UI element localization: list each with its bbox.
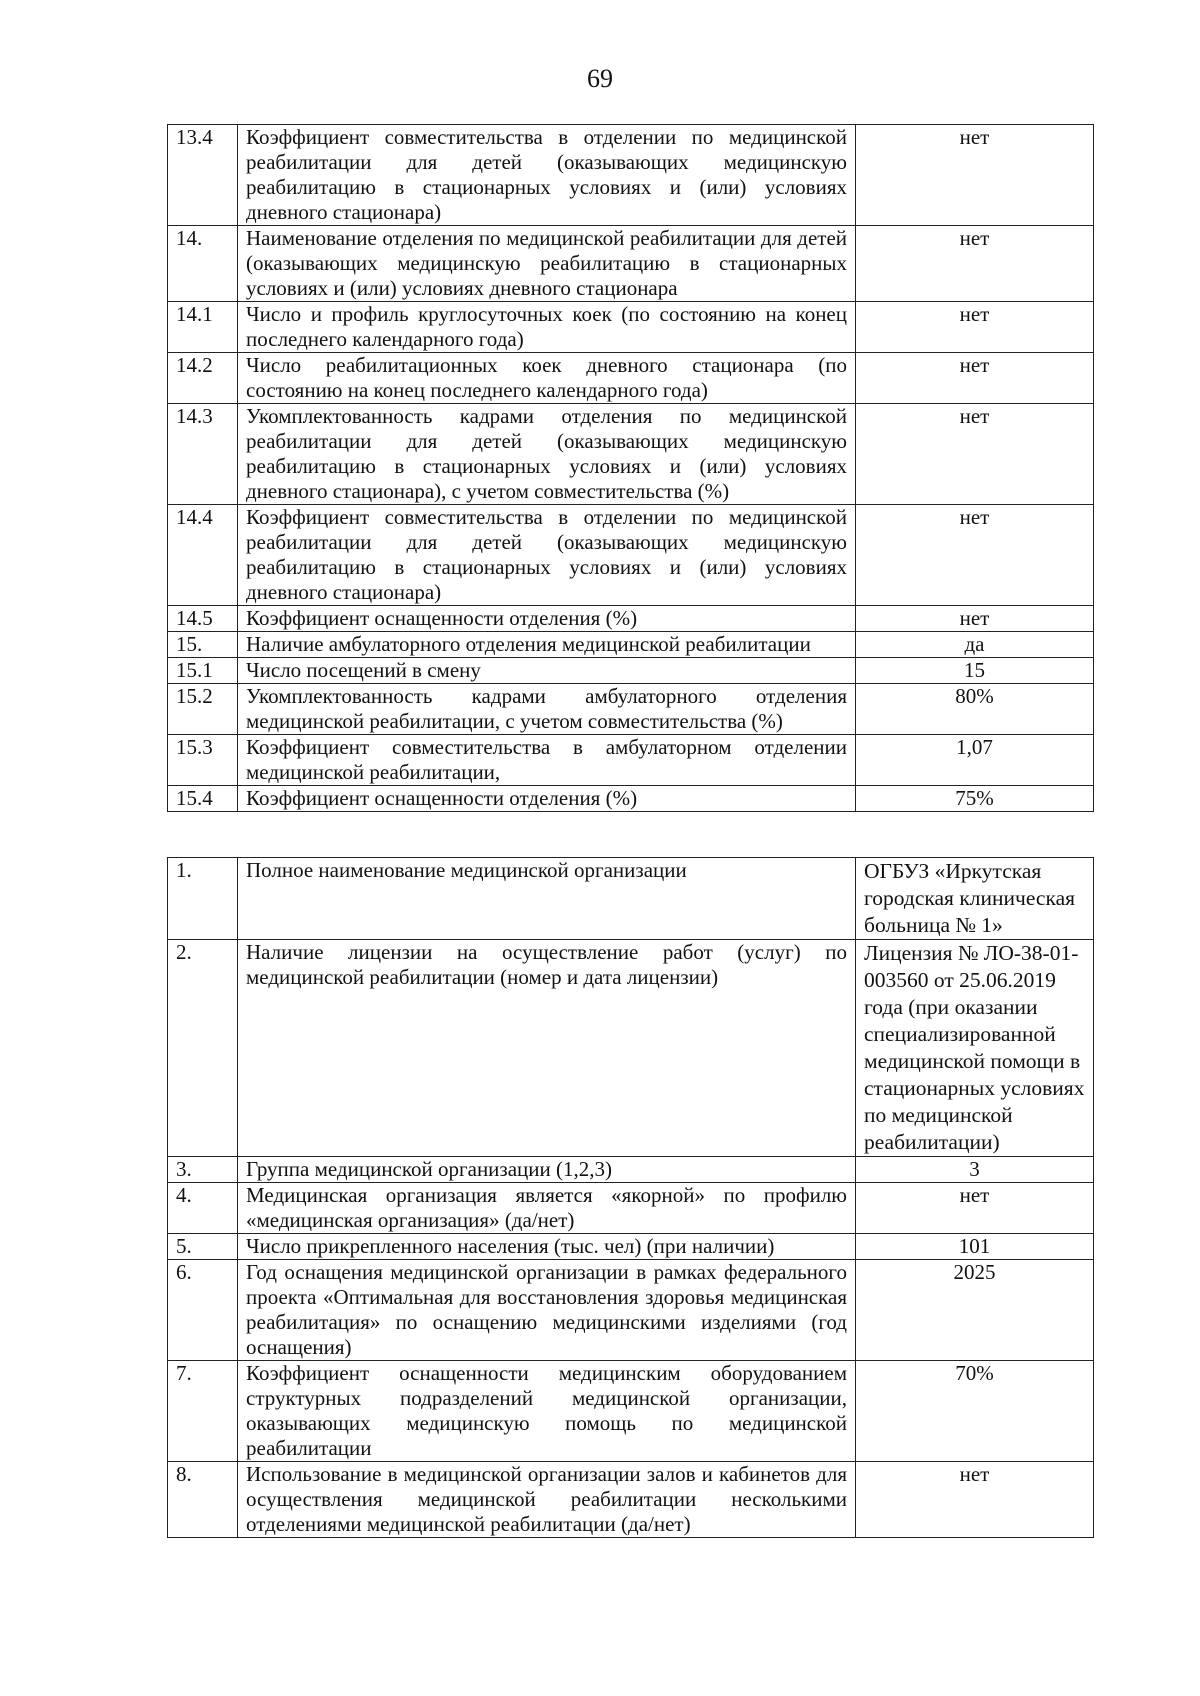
- row-number: 15.3: [168, 735, 238, 786]
- row-description: Коэффициент оснащенности отделения (%): [238, 786, 856, 812]
- row-value: нет: [856, 1462, 1094, 1538]
- row-value: нет: [856, 1183, 1094, 1234]
- table-row: [168, 505, 1094, 606]
- row-value: 80%: [856, 684, 1094, 735]
- row-number: 4.: [168, 1183, 238, 1234]
- row-description: Число реабилитационных коек дневного стационара (по состоянию на конец последнего календарного года): [238, 353, 856, 404]
- row-number: 15.4: [168, 786, 238, 812]
- row-number: 15.2: [168, 684, 238, 735]
- row-number: 14.2: [168, 353, 238, 404]
- row-description: Число посещений в смену: [238, 658, 856, 684]
- page-number: 69: [587, 64, 613, 93]
- table-row: [168, 632, 1094, 658]
- row-value: 75%: [856, 786, 1094, 812]
- table-row: [168, 1183, 1094, 1234]
- table-row: [168, 404, 1094, 505]
- row-number: 14.5: [168, 606, 238, 632]
- table-row: [168, 1157, 1094, 1183]
- row-description: Число и профиль круглосуточных коек (по состоянию на конец последнего календарного года): [238, 302, 856, 353]
- rehab-departments-table: [167, 124, 1094, 812]
- row-value: да: [856, 632, 1094, 658]
- row-value: 101: [856, 1234, 1094, 1260]
- row-value: нет: [856, 505, 1094, 606]
- row-number: 14.4: [168, 505, 238, 606]
- table-row: [168, 786, 1094, 812]
- row-number: 15.: [168, 632, 238, 658]
- row-value: 15: [856, 658, 1094, 684]
- row-description: Наименование отделения по медицинской реабилитации для детей (оказывающих медицинскую реабилитацию в стационарных условиях и (или) условиях дневного стационара: [238, 226, 856, 302]
- row-value: 1,07: [856, 735, 1094, 786]
- organization-info-table: [167, 857, 1094, 1538]
- table-row: [168, 302, 1094, 353]
- row-description: Число прикрепленного населения (тыс. чел) (при наличии): [238, 1234, 856, 1260]
- row-description: Коэффициент оснащенности отделения (%): [238, 606, 856, 632]
- row-description: Полное наименование медицинской организации: [238, 858, 856, 940]
- row-value: нет: [856, 404, 1094, 505]
- row-description: Коэффициент совместительства в амбулаторном отделении медицинской реабилитации,: [238, 735, 856, 786]
- row-value: Лицензия № ЛО-38-01-003560 от 25.06.2019 года (при оказании специализированной медицинской помощи в стационарных условиях по медицинской реабилитации): [856, 940, 1094, 1157]
- row-value: нет: [856, 125, 1094, 226]
- row-value: нет: [856, 226, 1094, 302]
- row-number: 5.: [168, 1234, 238, 1260]
- table-row: [168, 735, 1094, 786]
- row-value: 3: [856, 1157, 1094, 1183]
- row-value: нет: [856, 606, 1094, 632]
- row-value: 2025: [856, 1260, 1094, 1361]
- table-row: [168, 858, 1094, 940]
- row-description: Укомплектованность кадрами амбулаторного отделения медицинской реабилитации, с учетом совместительства (%): [238, 684, 856, 735]
- row-value: ОГБУЗ «Иркутская городская клиническая больница № 1»: [856, 858, 1094, 940]
- row-number: 14.3: [168, 404, 238, 505]
- row-number: 6.: [168, 1260, 238, 1361]
- table-row: [168, 684, 1094, 735]
- row-number: 1.: [168, 858, 238, 940]
- row-number: 13.4: [168, 125, 238, 226]
- row-number: 14.1: [168, 302, 238, 353]
- table-row: [168, 1260, 1094, 1361]
- row-description: Использование в медицинской организации залов и кабинетов для осуществления медицинской реабилитации несколькими отделениями медицинской реабилитации (да/нет): [238, 1462, 856, 1538]
- table-row: [168, 940, 1094, 1157]
- table-row: [168, 1462, 1094, 1538]
- row-description: Группа медицинской организации (1,2,3): [238, 1157, 856, 1183]
- table-row: [168, 353, 1094, 404]
- row-value: нет: [856, 353, 1094, 404]
- row-description: Коэффициент совместительства в отделении по медицинской реабилитации для детей (оказывающих медицинскую реабилитацию в стационарных условиях и (или) условиях дневного стационара): [238, 125, 856, 226]
- row-description: Наличие лицензии на осуществление работ (услуг) по медицинской реабилитации (номер и дата лицензии): [238, 940, 856, 1157]
- row-number: 7.: [168, 1361, 238, 1462]
- table-row: [168, 125, 1094, 226]
- row-description: Коэффициент совместительства в отделении по медицинской реабилитации для детей (оказывающих медицинскую реабилитацию в стационарных условиях и (или) условиях дневного стационара): [238, 505, 856, 606]
- row-value: 70%: [856, 1361, 1094, 1462]
- row-value: нет: [856, 302, 1094, 353]
- row-description: Год оснащения медицинской организации в рамках федерального проекта «Оптимальная для восстановления здоровья медицинская реабилитация» по оснащению медицинскими изделиями (год оснащения): [238, 1260, 856, 1361]
- row-description: Медицинская организация является «якорной» по профилю «медицинская организация» (да/нет): [238, 1183, 856, 1234]
- table-row: [168, 658, 1094, 684]
- row-number: 15.1: [168, 658, 238, 684]
- row-description: Коэффициент оснащенности медицинским оборудованием структурных подразделений медицинской организации, оказывающих медицинскую помощь по медицинской реабилитации: [238, 1361, 856, 1462]
- row-number: 2.: [168, 940, 238, 1157]
- row-number: 3.: [168, 1157, 238, 1183]
- row-number: 14.: [168, 226, 238, 302]
- table-row: [168, 1234, 1094, 1260]
- table-row: [168, 606, 1094, 632]
- row-number: 8.: [168, 1462, 238, 1538]
- row-description: Наличие амбулаторного отделения медицинской реабилитации: [238, 632, 856, 658]
- table-row: [168, 1361, 1094, 1462]
- table-row: [168, 226, 1094, 302]
- row-description: Укомплектованность кадрами отделения по медицинской реабилитации для детей (оказывающих медицинскую реабилитацию в стационарных условиях и (или) условиях дневного стационара), с учетом совместительства (%): [238, 404, 856, 505]
